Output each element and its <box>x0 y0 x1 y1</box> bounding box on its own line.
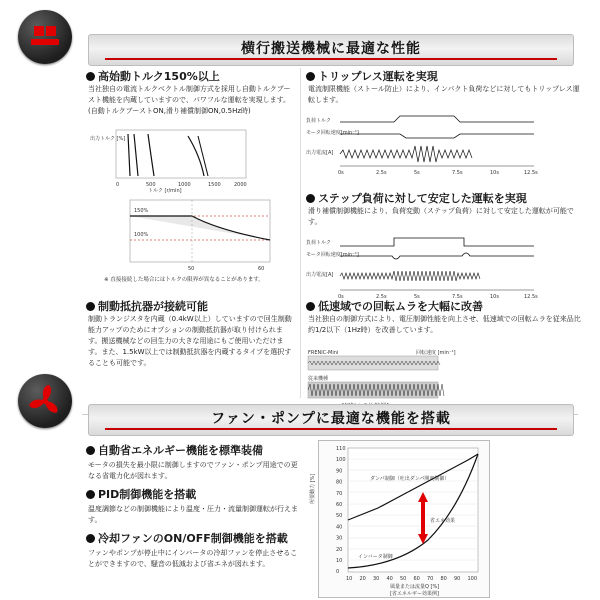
section1-banner <box>88 34 574 66</box>
energy-heading: 自動省エネルギー機能を標準装備 <box>86 442 263 458</box>
x-tick-label: 30 <box>373 576 380 582</box>
y-tick-label: 30 <box>336 535 343 542</box>
svg-text:5s: 5s <box>414 170 420 176</box>
section2-banner <box>88 404 574 436</box>
x-tick-label: 100 <box>467 576 478 582</box>
y-tick-label: 0 <box>336 569 340 576</box>
x-tick-label: 90 <box>454 576 461 582</box>
svg-text:5s: 5s <box>414 294 420 300</box>
torque-chart <box>88 126 258 192</box>
svg-text:モータ回転速度[min⁻¹]: モータ回転速度[min⁻¹] <box>306 252 359 258</box>
svg-text:2.5s: 2.5s <box>376 294 387 300</box>
y-tick-label: 70 <box>336 490 343 497</box>
svg-text:2000: 2000 <box>234 182 247 188</box>
svg-text:従来機種: 従来機種 <box>308 376 329 382</box>
y-tick-label: 50 <box>336 513 343 520</box>
torque-chart-ylabel: 出力トルク [%] <box>90 136 126 142</box>
bullet-icon <box>306 72 315 81</box>
svg-text:インバータ制御: インバータ制御 <box>358 554 393 560</box>
svg-text:1000: 1000 <box>178 182 191 188</box>
svg-text:60: 60 <box>258 266 265 272</box>
x-tick-label: 70 <box>427 576 434 582</box>
trip-heading: トリップレス運転を実現 <box>306 68 438 84</box>
fan-blades-icon <box>18 374 72 428</box>
trip-text: 電流制限機能（ストール防止）により、インパクト負荷などに対してもトリップレス運転します。 <box>308 85 580 104</box>
step-chart <box>304 232 590 306</box>
x-tick-label: 40 <box>386 576 393 582</box>
svg-text:0s: 0s <box>338 170 344 176</box>
energy-savings-chart <box>310 440 488 597</box>
svg-text:FRENIC-Mini: FRENIC-Mini <box>308 350 339 356</box>
pid-text: 温度調節などの制御機能により温度・圧力・流量制御運転が行えます。 <box>88 505 298 524</box>
y-tick-label: 20 <box>336 546 343 553</box>
step-text: 滑り補償制御機能により、負荷変動（ステップ負荷）に対して安定した運転が可能です。 <box>308 207 574 226</box>
svg-text:10s: 10s <box>490 170 499 176</box>
svg-text:省エネ効果: 省エネ効果 <box>430 518 456 524</box>
x-tick-label: 20 <box>359 576 366 582</box>
x-tick-label: 50 <box>400 576 407 582</box>
svg-text:出力電流[A]: 出力電流[A] <box>306 272 334 278</box>
cooling-fan-text: ファンやポンプが停止中にインバータの冷却ファンを停止させることができますので、騒音の低減および省エネが図れます。 <box>88 549 298 568</box>
y-tick-label: 10 <box>336 558 343 564</box>
svg-text:0: 0 <box>116 182 120 188</box>
bullet-icon <box>86 72 95 81</box>
y-tick-label: 90 <box>336 468 343 475</box>
bullet-icon <box>86 490 95 499</box>
y-tick-label: 40 <box>336 524 343 531</box>
svg-text:モータ回転速度[min⁻¹]: モータ回転速度[min⁻¹] <box>306 130 359 136</box>
bullet-icon <box>86 534 95 543</box>
svg-text:12.5s: 12.5s <box>524 170 538 176</box>
bullet-icon <box>306 194 315 203</box>
x-tick-label: 80 <box>440 576 447 582</box>
svg-text:10s: 10s <box>490 294 499 300</box>
lowspeed-text: 当社独自の制御方式により、電圧制御性能を向上させ、低速域での回転ムラを従来品比約1/2以下（1Hz時）を改善しています。 <box>308 315 581 334</box>
energy-chart-caption: [省エネルギー効果例] <box>390 591 439 597</box>
boxes-icon <box>18 10 72 64</box>
svg-text:7.5s: 7.5s <box>452 170 463 176</box>
resistor-heading: 制動抵抗器が接続可能 <box>86 298 208 314</box>
pid-heading: PID制御機能を搭載 <box>86 486 196 502</box>
trip-current-wave <box>340 146 472 162</box>
y-tick-label: 80 <box>336 479 343 486</box>
svg-text:0s: 0s <box>338 294 344 300</box>
x-tick-label: 10 <box>346 576 353 582</box>
y-tick-label: 60 <box>336 502 343 508</box>
svg-text:7.5s: 7.5s <box>452 294 463 300</box>
svg-text:負荷トルク: 負荷トルク <box>306 118 331 124</box>
svg-text:50: 50 <box>188 266 195 272</box>
cooling-fan-heading: 冷却ファンのON/OFF制御機能を搭載 <box>86 530 288 546</box>
svg-text:出力電流[A]: 出力電流[A] <box>306 150 334 156</box>
svg-text:150%: 150% <box>134 208 149 214</box>
svg-text:トルク [r/min]: トルク [r/min] <box>148 188 182 194</box>
energy-chart-xlabel: 風量または流量Q [%] <box>390 584 440 590</box>
lowspeed-heading: 低速域での回転ムラを大幅に改善 <box>306 298 483 314</box>
torque-note: ※ 直接接続した場合にはトルクの限界が異なることがあります。 <box>104 277 264 283</box>
svg-text:2.5s: 2.5s <box>376 170 387 176</box>
step-heading: ステップ負荷に対して安定した運転を実現 <box>306 190 527 206</box>
section1-title: 横行搬送機械に最適な性能 <box>241 41 421 57</box>
x-tick-label: 60 <box>413 576 420 582</box>
torque-text: 当社独自の電流トルクベクトル制御方式を採用し自動トルクブースト機能を内蔵していますので、パワフルな運転を実現します。(自動トルクブーストON,滑り補償制御ON,0.5Hz時) <box>88 85 291 115</box>
energy-chart-ylabel: 所要動力 [%] <box>310 473 316 504</box>
svg-text:回転速度 [min⁻¹]: 回転速度 [min⁻¹] <box>416 350 456 356</box>
bullet-icon <box>86 446 95 455</box>
svg-text:ダンパ制御（吐出ダンパ開度制御）: ダンパ制御（吐出ダンパ開度制御） <box>370 476 450 482</box>
fan-icon <box>18 374 72 428</box>
conveyor-icon <box>18 10 72 64</box>
trip-chart <box>304 108 590 182</box>
torque-heading: 高始動トルク150%以上 <box>86 68 220 84</box>
lowspeed-chart <box>306 346 586 410</box>
resistor-text: 制動トランジスタを内蔵（0.4kW以上）していますので回生制動能力アップのためにオプションの制動抵抗器が取り付けられます。搬送機械などの回生力の大きな用途にもご使用いただけます。また、1.5kW以上では制動抵抗器を内蔵するタイプを選択することも可能です。 <box>88 315 292 367</box>
svg-text:500: 500 <box>146 182 156 188</box>
svg-text:1500: 1500 <box>208 182 221 188</box>
section2-title: ファン・ポンプに最適な機能を搭載 <box>211 411 451 427</box>
y-tick-label: 100 <box>336 457 346 464</box>
bullet-icon <box>306 302 315 311</box>
bullet-icon <box>86 302 95 311</box>
svg-text:12.5s: 12.5s <box>524 294 538 300</box>
torque-limit-chart <box>108 196 278 276</box>
svg-text:100%: 100% <box>134 232 149 238</box>
y-tick-label: 110 <box>336 446 346 452</box>
svg-text:負荷トルク: 負荷トルク <box>306 240 331 246</box>
energy-text: モータの損失を最小限に制御しますのでファン・ポンプ用途での更なる省電力化が図れます。 <box>88 461 298 480</box>
